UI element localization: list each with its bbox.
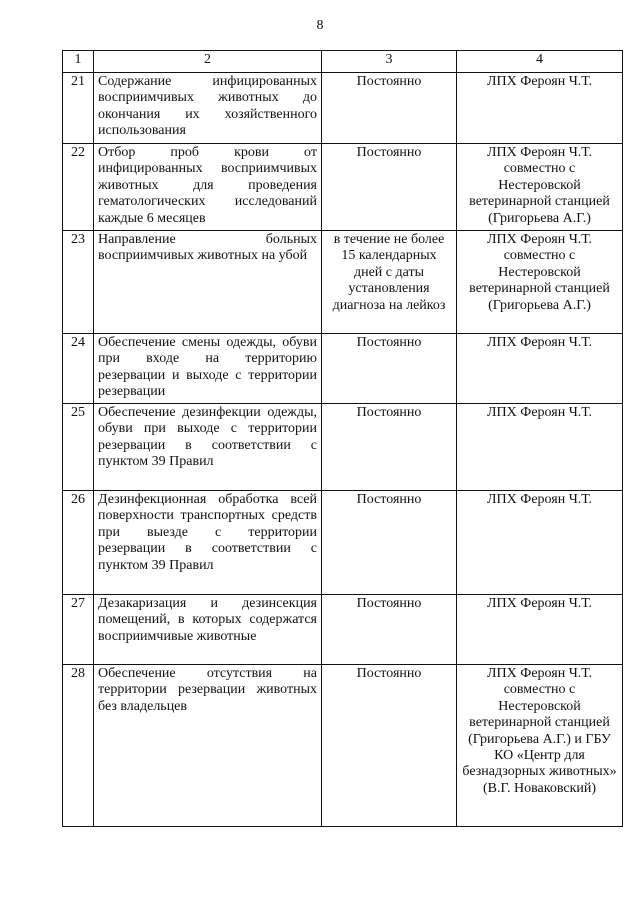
table-row	[63, 73, 623, 144]
row-number: 28	[63, 665, 94, 827]
row-period: Постоянно	[322, 144, 457, 231]
row-description: Обеспечение отсутствия на территории резервации животных без владельцев	[94, 665, 322, 827]
row-period: Постоянно	[322, 665, 457, 827]
row-number: 22	[63, 144, 94, 231]
table-row	[63, 231, 623, 334]
row-period: Постоянно	[322, 595, 457, 665]
row-responsible: ЛПХ Фероян Ч.Т.	[457, 491, 623, 595]
row-responsible: ЛПХ Фероян Ч.Т. совместно с Нестеровской ветеринарной станцией (Григорьева А.Г.)	[457, 231, 623, 334]
row-number: 21	[63, 73, 94, 144]
row-number: 23	[63, 231, 94, 334]
row-responsible: ЛПХ Фероян Ч.Т.	[457, 73, 623, 144]
row-period: в течение не более 15 календарных дней с даты установления диагноза на лейкоз	[322, 231, 457, 334]
table-row	[63, 144, 623, 231]
row-description: Содержание инфицированных восприимчивых животных до окончания их хозяйственного использования	[94, 73, 322, 144]
header-cell: 1	[63, 51, 94, 73]
row-responsible: ЛПХ Фероян Ч.Т.	[457, 404, 623, 491]
measures-table	[62, 50, 623, 827]
row-description: Дезинфекционная обработка всей поверхности транспортных средств при выезде с территории резервации в соответствии с пунктом 39 Правил	[94, 491, 322, 595]
row-description: Направление больных восприимчивых животных на убой	[94, 231, 322, 334]
row-period: Постоянно	[322, 73, 457, 144]
header-cell: 3	[322, 51, 457, 73]
row-number: 26	[63, 491, 94, 595]
table-row	[63, 334, 623, 404]
header-cell: 2	[94, 51, 322, 73]
row-responsible: ЛПХ Фероян Ч.Т.	[457, 595, 623, 665]
row-number: 24	[63, 334, 94, 404]
row-period: Постоянно	[322, 404, 457, 491]
table-row	[63, 404, 623, 491]
row-number: 27	[63, 595, 94, 665]
row-description: Отбор проб крови от инфицированных восприимчивых животных для проведения гематологических исследований каждые 6 месяцев	[94, 144, 322, 231]
table-row	[63, 595, 623, 665]
row-responsible: ЛПХ Фероян Ч.Т.	[457, 334, 623, 404]
table-row	[63, 665, 623, 827]
row-description: Обеспечение дезинфекции одежды, обуви при выходе с территории резервации в соответствии с пунктом 39 Правил	[94, 404, 322, 491]
row-description: Обеспечение смены одежды, обуви при входе на территорию резервации и выходе с территории резервации	[94, 334, 322, 404]
row-period: Постоянно	[322, 491, 457, 595]
table-row	[63, 491, 623, 595]
header-cell: 4	[457, 51, 623, 73]
table-header-row	[63, 51, 623, 73]
row-responsible: ЛПХ Фероян Ч.Т. совместно с Нестеровской ветеринарной станцией (Григорьева А.Г.) и ГБУ КО «Центр для безнадзорных животных» (В.Г. Новаковский)	[457, 665, 623, 827]
row-description: Дезакаризация и дезинсекция помещений, в которых содержатся восприимчивые животные	[94, 595, 322, 665]
row-period: Постоянно	[322, 334, 457, 404]
page-number: 8	[316, 18, 324, 33]
row-responsible: ЛПХ Фероян Ч.Т. совместно с Нестеровской ветеринарной станцией (Григорьева А.Г.)	[457, 144, 623, 231]
row-number: 25	[63, 404, 94, 491]
